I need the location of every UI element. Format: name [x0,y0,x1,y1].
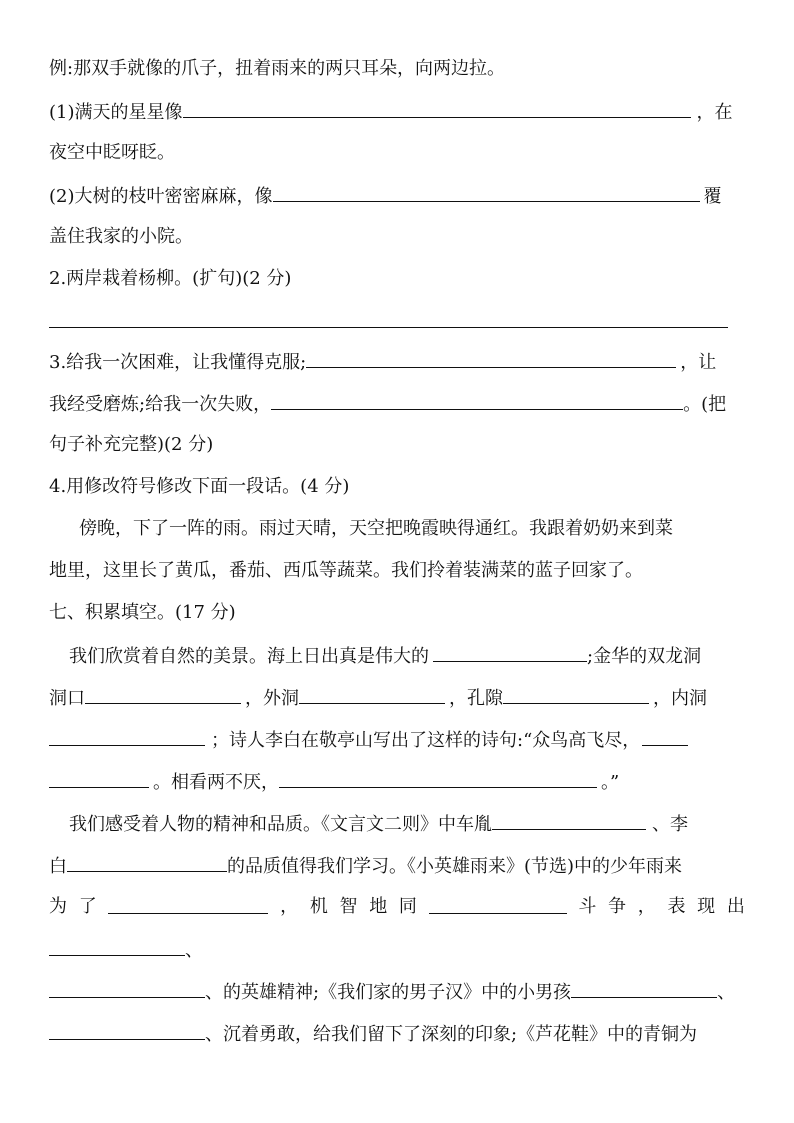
q4-paragraph-line-2: 地里，这里长了黄瓜，番茄、西瓜等蔬菜。我们拎着装满菜的蓝子回家了。 [49,560,643,581]
answer-blank[interactable] [49,980,205,998]
answer-blank[interactable] [429,896,567,914]
s7-l4-a: 。相看两不厌， [153,772,279,793]
q3-line2-prefix: 我经受磨炼;给我一次失败， [49,394,272,415]
answer-blank[interactable] [49,938,185,956]
q1-2-continuation: 盖住我家的小院。 [49,226,193,247]
q3-line1-prefix: 3.给我一次困难，让我懂得克服; [49,352,307,373]
s7-l7-char: 为 [49,896,67,917]
s7-l1-prefix: 我们欣赏着自然的美景。海上日出真是伟大的 [69,646,429,667]
s7-l4-b: 。” [601,772,620,793]
answer-blank[interactable] [503,686,649,704]
s7-l2-d: ，内洞 [653,688,707,709]
example-sentence: 例:那双手就像的爪子，扭着雨来的两只耳朵，向两边拉。 [49,58,506,79]
s7-l5-suffix: 、李 [652,814,688,835]
s7-l2-a: 洞口 [49,688,85,709]
answer-blank[interactable] [433,644,587,662]
s7-line-4 [49,770,745,794]
answer-blank[interactable] [49,1022,205,1040]
q3-line1-suffix: ，让 [680,352,717,373]
s7-l3-a: ；诗人李白在敬亭山写出了这样的诗句:“众鸟高飞尽， [211,730,641,751]
s7-l7-char: 现 [697,896,716,917]
s7-l7-char: 争 [608,896,627,917]
s7-l7-char: 了 [78,896,97,917]
s7-l2-c: ，孔隙 [449,688,503,709]
question-3-line-1 [49,350,745,374]
s7-l7-char: ， [637,896,656,917]
s7-l7-char: 出 [726,896,745,917]
s7-l6-b: 的品质值得我们学习。《小英雄雨来》(节选)中的少年雨来 [227,856,683,877]
s7-line-8 [49,938,745,962]
answer-blank[interactable] [67,854,227,872]
answer-blank[interactable] [492,812,646,830]
s7-l7-char: 同 [398,896,417,917]
s7-l9-b: 、 [717,982,736,1003]
s7-l1-suffix: ;金华的双龙洞 [587,646,702,667]
s7-line-2 [49,686,745,710]
s7-l8-suffix: 、 [185,940,203,961]
s7-l7-char: 斗 [578,896,597,917]
answer-blank[interactable] [85,686,241,704]
answer-blank[interactable] [49,728,205,746]
section-7-title: 七、积累填空。(17 分) [49,602,236,623]
s7-l7-char: 地 [369,896,388,917]
s7-line-10 [49,1022,745,1046]
s7-l7-char: 表 [667,896,686,917]
answer-blank[interactable] [306,350,676,368]
s7-line-7 [49,896,745,918]
q4-paragraph-line-1: 傍晚，下了一阵的雨。雨过天晴，天空把晚霞映得通红。我跟着奶奶来到菜 [79,518,673,539]
q1-1-suffix: ，在 [696,102,733,123]
s7-l7-char: 智 [339,896,358,917]
q1-1-continuation: 夜空中眨呀眨。 [49,142,175,163]
answer-blank[interactable] [299,686,445,704]
s7-l9-a: 、的英雄精神;《我们家的男子汉》中的小男孩 [205,982,572,1003]
s7-line-6 [49,854,745,878]
answer-blank[interactable] [108,896,268,914]
s7-l7-char: 机 [309,896,328,917]
s7-line-7-justified [49,896,745,918]
question-3-line-3: 句子补充完整)(2 分) [49,434,214,455]
q3-line2-suffix: 。(把 [683,394,727,415]
q1-2-prefix: (2)大树的枝叶密密麻麻，像 [49,186,273,207]
s7-l10-a: 、沉着勇敢，给我们留下了深刻的印象;《芦花鞋》中的青铜为 [205,1024,698,1045]
answer-blank[interactable] [183,100,691,118]
question-4-title: 4.用修改符号修改下面一段话。(4 分) [49,476,350,497]
s7-line-5 [69,812,745,836]
answer-blank[interactable] [571,980,717,998]
question-3-line-2 [49,392,745,416]
s7-line-1 [69,644,745,668]
question-1-1 [49,100,745,124]
s7-l5-prefix: 我们感受着人物的精神和品质。《文言文二则》中车胤 [69,814,492,835]
s7-l7-char: ， [280,896,299,917]
s7-l6-a: 白 [49,856,67,877]
answer-blank[interactable] [49,770,149,788]
question-2: 2.两岸栽着杨柳。(扩句)(2 分) [49,268,292,289]
q1-2-suffix: 覆 [703,186,722,207]
answer-blank[interactable] [279,770,597,788]
q2-answer-line[interactable] [49,327,728,328]
answer-blank[interactable] [271,392,683,410]
answer-blank[interactable] [642,728,688,746]
q1-1-prefix: (1)满天的星星像 [49,102,183,123]
answer-blank[interactable] [273,184,700,202]
question-1-2 [49,184,745,208]
s7-line-3 [49,728,745,752]
s7-l2-b: ，外洞 [245,688,299,709]
s7-line-9 [49,980,745,1004]
